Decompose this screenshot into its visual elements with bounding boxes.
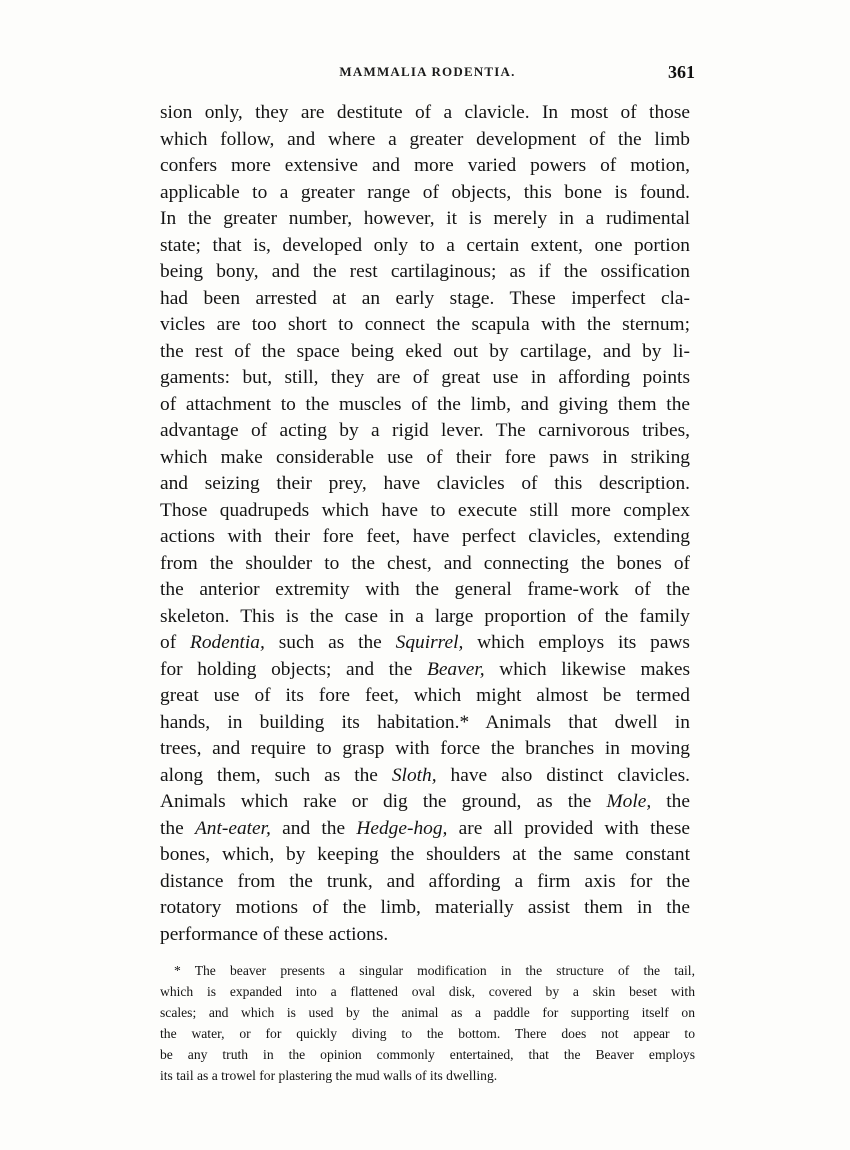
body-text-line: great use of its fore feet, which might almost be termed: [160, 685, 690, 706]
body-text-line: and seizing their prey, have clavicles of this description.: [160, 473, 690, 494]
footnote-line: its tail as a trowel for plastering the mud walls of its dwelling.: [160, 1068, 498, 1083]
body-text-line: distance from the trunk, and affording a firm axis for the: [160, 870, 690, 892]
italic-term: Mole,: [606, 791, 652, 812]
body-text-line: for holding objects; and the Beaver, which likewise makes: [160, 658, 690, 680]
body-text-line: being bony, and the rest cartilaginous; as if the ossification: [160, 261, 690, 282]
body-text-line: trees, and require to grasp with force the branches in moving: [160, 738, 690, 759]
body-text-line: which follow, and where a greater development of the limb: [160, 128, 690, 150]
italic-term: Hedge-hog,: [356, 817, 448, 839]
body-text-line: the anterior extremity with the general frame-work of the: [160, 579, 690, 600]
body-text-line: of attachment to the muscles of the limb, and giving them the: [160, 393, 690, 415]
body-text-line: sion only, they are destitute of a clavicle. In most of those: [160, 102, 690, 123]
body-text-line: gaments: but, still, they are of great use in affording points: [160, 367, 690, 388]
body-text-line: Those quadrupeds which have to execute still more complex: [160, 499, 690, 521]
body-text-line: performance of these actions.: [160, 923, 389, 945]
italic-term: Rodentia,: [190, 632, 265, 653]
italic-term: Beaver,: [426, 658, 485, 680]
running-title: MAMMALIA RODENTIA.: [339, 64, 516, 79]
footnote-block: [160, 960, 695, 1086]
body-text-line: the rest of the space being eked out by cartilage, and by li-: [160, 340, 690, 362]
body-text: [160, 100, 690, 948]
body-text-line: had been arrested at an early stage. These imperfect cla-: [160, 287, 690, 309]
running-head: [160, 62, 695, 86]
body-text-line: skeleton. This is the case in a large proportion of the family: [160, 605, 690, 627]
body-text-line: hands, in building its habitation.* Animals that dwell in: [160, 711, 690, 733]
body-text-line: which make considerable use of their fore paws in striking: [160, 446, 690, 468]
body-text-line: along them, such as the Sloth, have also distinct clavicles.: [160, 764, 691, 786]
footnote-line: * The beaver presents a singular modification in the structure of the tail,: [174, 963, 695, 978]
footnote-line: which is expanded into a flattened oval disk, covered by a skin beset with: [160, 984, 695, 999]
italic-term: Squirrel,: [395, 632, 464, 653]
body-text-line: the Ant-eater, and the Hedge-hog, are all provided with these: [160, 817, 690, 839]
italic-term: Ant-eater,: [194, 817, 271, 839]
footnote-line: the water, or for quickly diving to the bottom. There does not appear to: [160, 1026, 695, 1041]
footnote-line: be any truth in the opinion commonly entertained, that the Beaver employs: [160, 1047, 695, 1062]
body-text-line: advantage of acting by a rigid lever. The carnivorous tribes,: [160, 420, 690, 441]
body-text-line: bones, which, by keeping the shoulders at the same constant: [160, 844, 690, 865]
body-text-line: vicles are too short to connect the scapula with the sternum;: [160, 314, 690, 335]
body-text-line: confers more extensive and more varied powers of motion,: [160, 155, 690, 176]
italic-term: Sloth,: [391, 764, 437, 786]
body-text-line: rotatory motions of the limb, materially assist them in the: [160, 897, 690, 918]
body-text-line: In the greater number, however, it is merely in a rudimental: [160, 208, 690, 229]
page-number: 361: [668, 62, 695, 82]
body-text-line: of Rodentia, such as the Squirrel, which employs its paws: [160, 632, 690, 653]
body-text-line: from the shoulder to the chest, and connecting the bones of: [160, 552, 690, 574]
body-text-line: actions with their fore feet, have perfect clavicles, extending: [160, 526, 690, 547]
body-text-line: applicable to a greater range of objects, this bone is found.: [160, 181, 690, 203]
body-text-line: state; that is, developed only to a certain extent, one portion: [160, 234, 690, 256]
body-text-line: Animals which rake or dig the ground, as the Mole, the: [160, 791, 690, 812]
footnote-line: scales; and which is used by the animal as a paddle for supporting itself on: [160, 1005, 695, 1020]
